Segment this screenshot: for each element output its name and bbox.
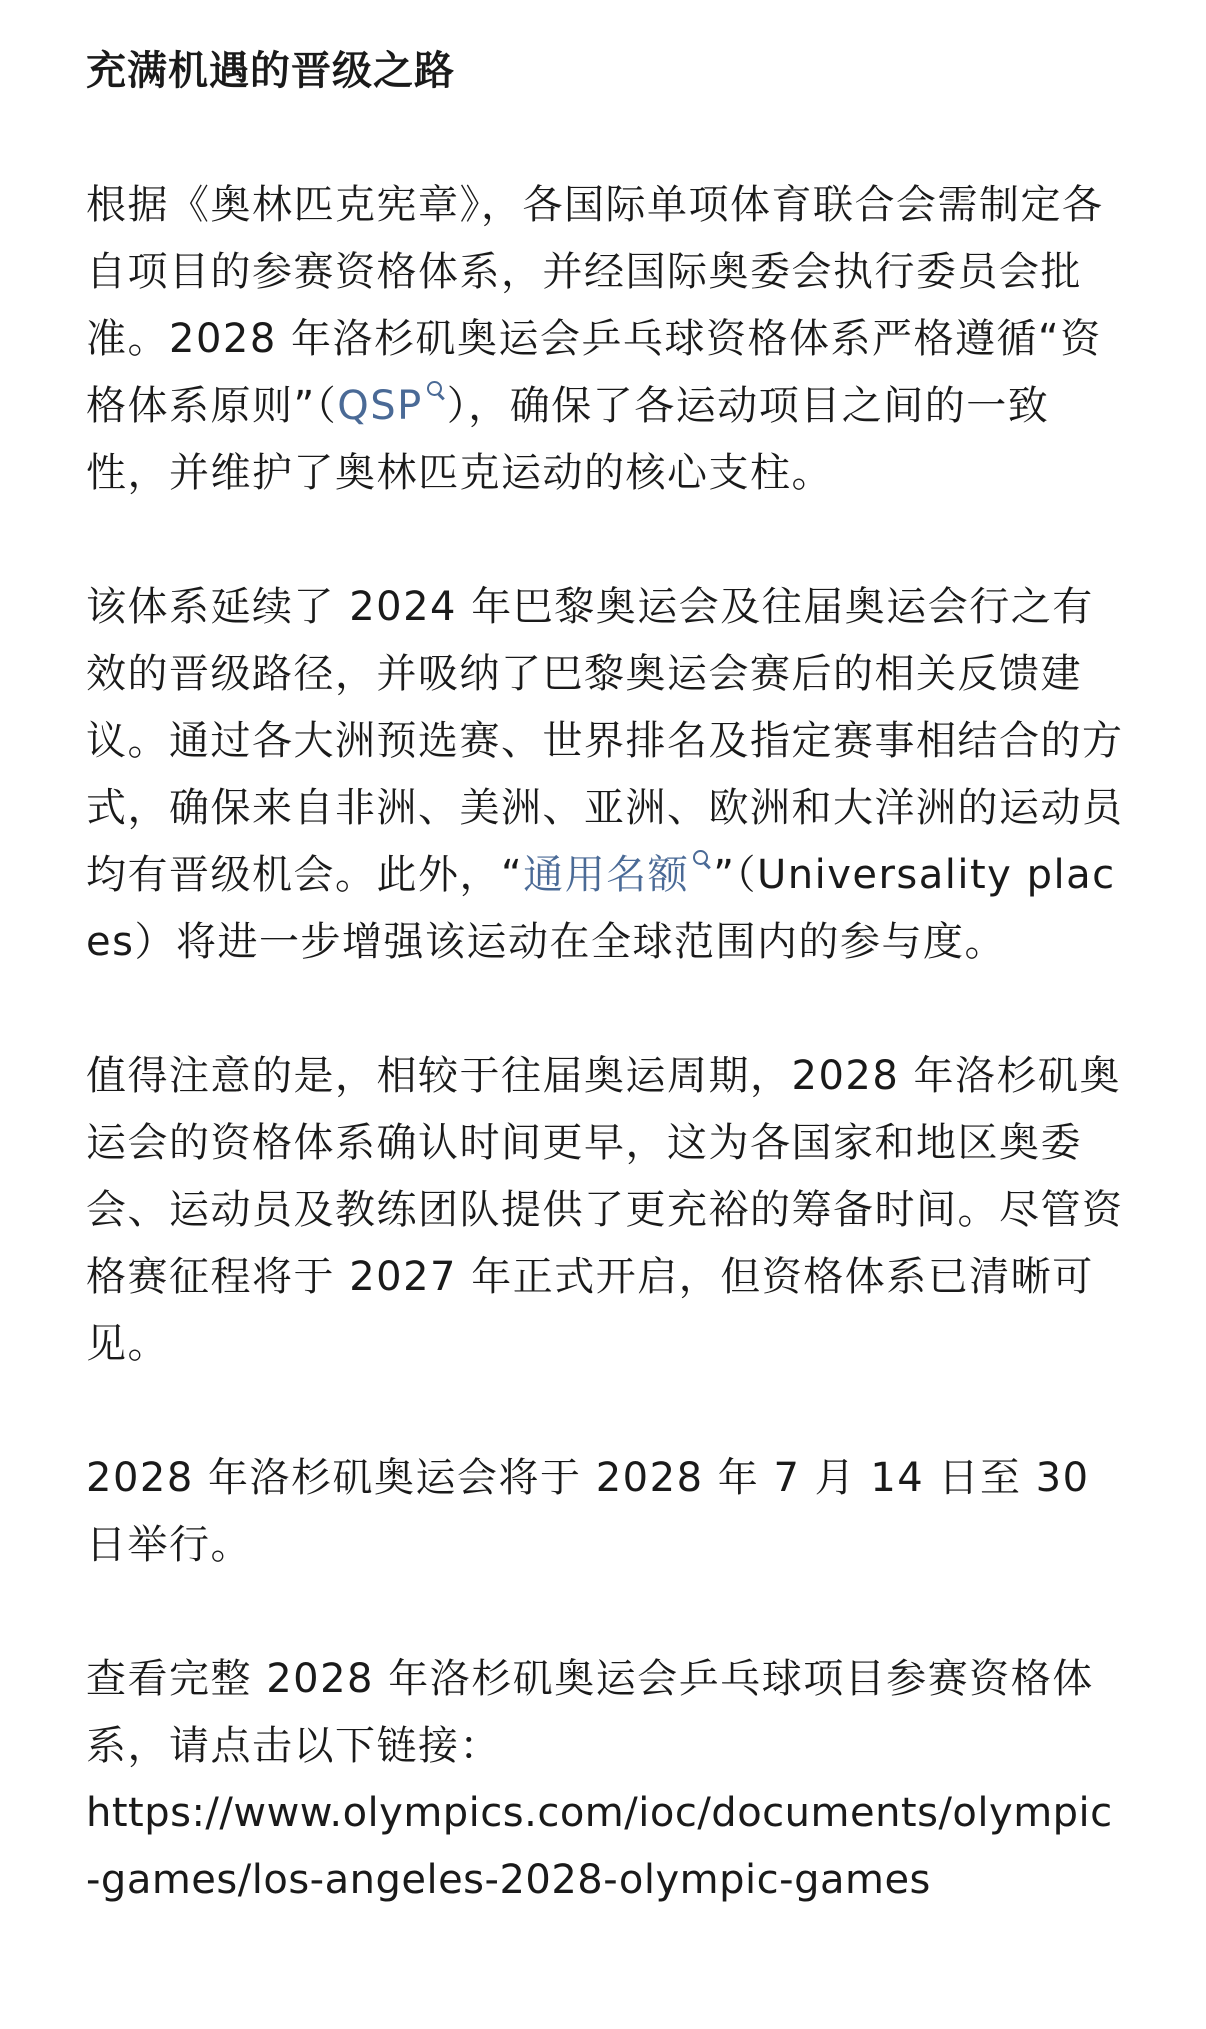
paragraph-text: 该体系延续了 2024 年巴黎奥运会及往届奥运会行之有效的晋级路径，并吸纳了巴黎奥运会赛后的相关反馈建议。通过各大洲预选赛、世界排名及指定赛事相结合的方式，确保来自非洲、美洲、亚洲、欧洲和大洋洲的运动员均有晋级机会。此外，“ — [86, 584, 1124, 898]
qsp-link[interactable] — [337, 383, 447, 429]
paragraph-games-dates: 2028 年洛杉矶奥运会将于 2028 年 7 月 14 日至 30 日举行。 — [86, 1455, 1090, 1568]
universality-places-link-label[interactable]: 通用名额 — [523, 852, 690, 898]
paragraph-text: ），确保了各运动项目之间的一致性，并维护了奥林匹克运动的核心支柱。 — [86, 383, 1050, 496]
document-url[interactable]: https://www.olympics.com/ioc/documents/olympic-games/los-angeles-2028-olympic-games — [86, 1790, 1113, 1903]
paragraph-qualification-pathway — [86, 574, 1126, 976]
paragraph-text: 查看完整 2028 年洛杉矶奥运会乒乓球项目参赛资格体系，请点击以下链接： — [86, 1656, 1094, 1769]
universality-places-link[interactable] — [523, 852, 713, 898]
article-heading: 充满机遇的晋级之路 — [86, 48, 455, 94]
paragraph-text: ”（Universality places）将进一步增强该运动在全球范围内的参与度。 — [86, 852, 1116, 965]
qsp-link-label[interactable]: QSP — [337, 383, 423, 429]
paragraph-text: 根据《奥林匹克宪章》，各国际单项体育联合会需制定各自项目的参赛资格体系，并经国际奥委会执行委员会批准。2028 年洛杉矶奥运会乒乓球资格体系严格遵循“资格体系原则”（ — [86, 182, 1104, 429]
paragraph-qualification-principles — [86, 172, 1126, 507]
article — [86, 38, 1126, 1914]
paragraph-full-system-link — [86, 1646, 1126, 1914]
search-icon[interactable] — [425, 379, 447, 407]
paragraph-early-confirmation: 值得注意的是，相较于往届奥运周期，2028 年洛杉矶奥运会的资格体系确认时间更早，这为各国家和地区奥委会、运动员及教练团队提供了更充裕的筹备时间。尽管资格赛征程将于 2027 年正式开启，但资格体系已清晰可见。 — [86, 1053, 1124, 1367]
search-icon[interactable] — [691, 848, 713, 876]
